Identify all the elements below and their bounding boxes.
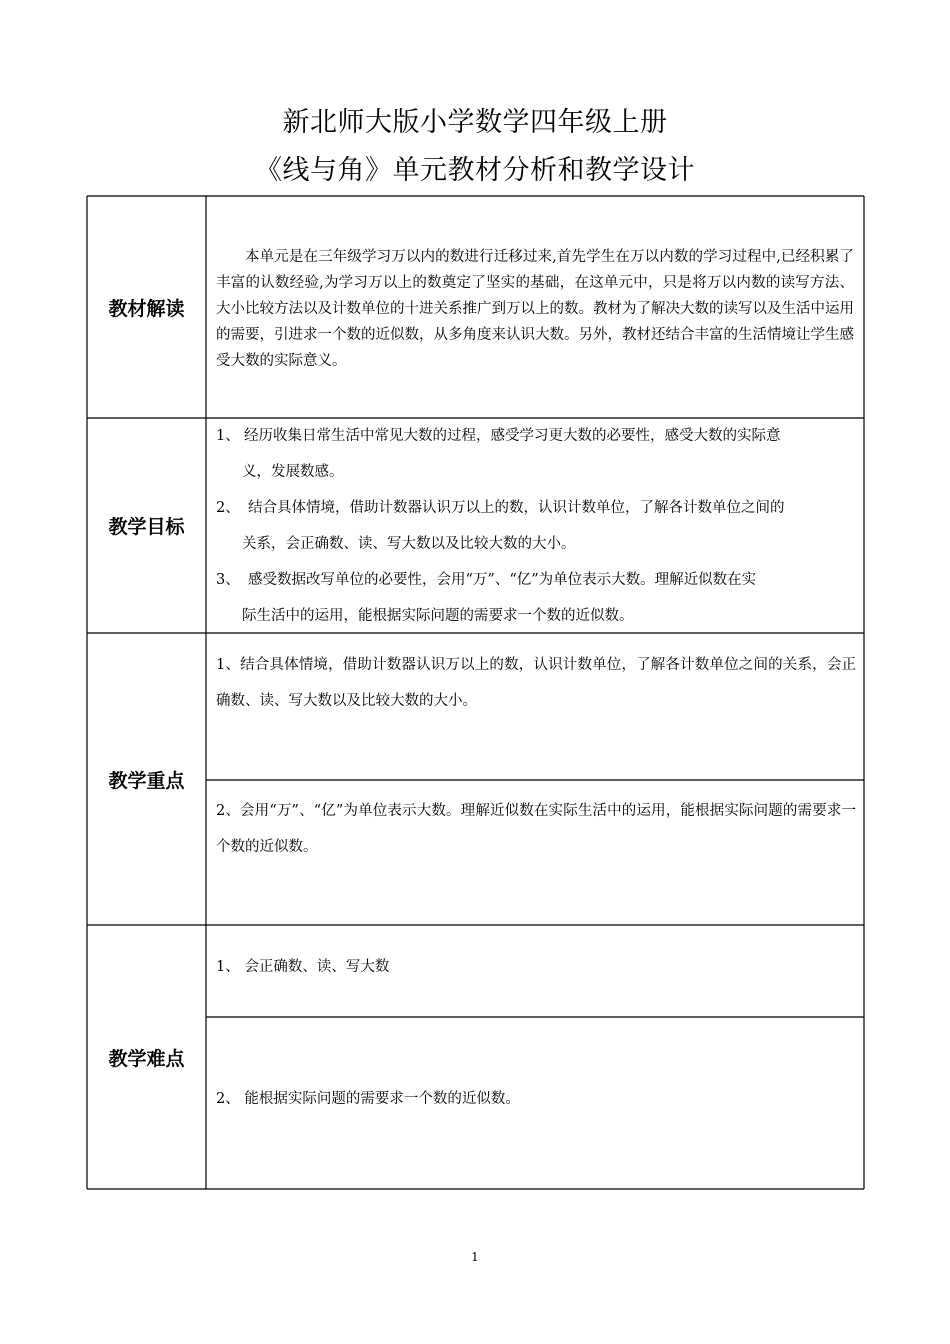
goal-item: [206, 490, 856, 562]
table-row-key-points: [87, 633, 864, 925]
row-content-textbook-analysis: [206, 196, 864, 418]
textbook-analysis-text: 本单元是在三年级学习万以内的数进行迁移过来,首先学生在万以内数的学习过程中,已经积累了丰富的认数经验,为学习万以上的数奠定了坚实的基础，在这单元中，只是将万以内数的读写方法、大小比较方法以及计数单位的十进关系推广到万以上的数。教材为了解决大数的读写以及生活中运用的需要，引进求一个数的近似数，从多角度来认识大数。另外，教材还结合丰富的生活情境让学生感受大数的实际意义。: [216, 249, 854, 369]
page-number: 1: [471, 1250, 479, 1264]
row-label-key-points: 教学重点: [108, 769, 185, 792]
difficulty-text: 2、 能根据实际问题的需要求一个数的近似数。: [216, 1091, 520, 1107]
table-row-difficulties: [87, 925, 864, 1189]
goal-number: 2、: [216, 500, 240, 516]
goal-text: 结合具体情境，借助计数器认识万以上的数，认识计数单位，了解各计数单位之间的: [248, 500, 785, 516]
row-label-difficulties: 教学难点: [108, 1047, 185, 1070]
key-point-text: 1、结合具体情境，借助计数器认识万以上的数，认识计数单位，了解各计数单位之间的关系，会正确数、读、写大数以及比较大数的大小。: [216, 657, 856, 709]
goal-item: [206, 418, 856, 490]
difficulty-text: 1、 会正确数、读、写大数: [216, 959, 390, 975]
row-content-difficulties: [206, 925, 864, 1189]
difficulty-item: [206, 949, 864, 985]
document-title-line-2: 《线与角》单元教材分析和教学设计: [255, 155, 695, 186]
row-content-key-points: [206, 633, 864, 925]
goal-number: 1、: [216, 428, 240, 444]
key-point-text: 2、会用“万”、“亿”为单位表示大数。理解近似数在实际生活中的运用，能根据实际问题的需要求一个数的近似数。: [216, 803, 856, 855]
row-label-textbook-analysis: 教材解读: [108, 297, 185, 320]
goal-text: 感受数据改写单位的必要性，会用“万”、“亿”为单位表示大数。理解近似数在实: [248, 572, 757, 588]
goal-text: 经历收集日常生活中常见大数的过程，感受学习更大数的必要性，感受大数的实际意: [244, 428, 781, 444]
key-point-item: [206, 793, 864, 865]
table-row-teaching-goals: [87, 418, 864, 633]
key-point-item: [206, 647, 864, 719]
goal-text-continued: 关系，会正确数、读、写大数以及比较大数的大小。: [242, 536, 576, 552]
goal-text-continued: 义，发展数感。: [242, 464, 344, 480]
goal-text-continued: 际生活中的运用，能根据实际问题的需要求一个数的近似数。: [242, 608, 634, 624]
goal-item: [206, 562, 856, 634]
row-content-teaching-goals: [206, 418, 864, 633]
goal-number: 3、: [216, 572, 240, 588]
document-title-line-1: 新北师大版小学数学四年级上册: [282, 107, 668, 138]
difficulty-item: [206, 1081, 864, 1117]
row-label-teaching-goals: 教学目标: [108, 516, 185, 538]
table-row-textbook-analysis: [87, 196, 864, 418]
